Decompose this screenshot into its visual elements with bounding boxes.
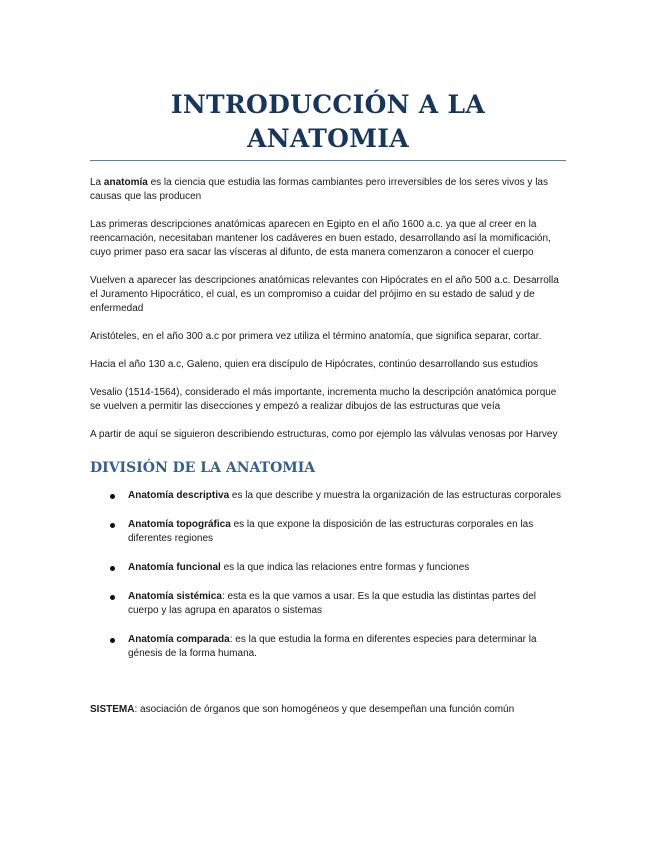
paragraph-aristotle: Aristóteles, en el año 300 a.c por primera vez utiliza el término anatomía, que significa separar, cortar. (90, 331, 542, 342)
paragraph-egypt: Las primeras descripciones anatómicas aparecen en Egipto en el año 1600 a.c. ya que al creer en la reencarnación, necesitaban mantener los cadáveres en buen estado, desarrollando así la momificación, cuyo primer paso era sacar las vísceras al difunto, de esta manera comenzaron a conocer el cuerpo (90, 219, 551, 258)
paragraph-text: es la ciencia que estudia las formas cambiantes pero irreversibles de los seres vivos y las causas que las producen (90, 177, 548, 202)
paragraph-sistema (90, 703, 566, 717)
list-item-term: Anatomía funcional (128, 562, 221, 573)
list-item-text: es la que expone la disposición de las estructuras corporales en las diferentes regiones (128, 519, 534, 544)
list-item-text: : esta es la que vamos a usar. Es la que estudia las distintas partes del cuerpo y las agrupa en aparatos o sistemas (128, 591, 537, 616)
list-item (90, 633, 566, 661)
bullet-icon (110, 638, 115, 643)
list-item-text: : es la que estudia la forma en diferentes especies para determinar la génesis de la forma humana. (128, 634, 537, 659)
list-item (90, 489, 566, 503)
paragraph-anatomy-definition (90, 176, 566, 204)
list-item (90, 561, 566, 575)
list-item-term: Anatomía topográfica (128, 519, 231, 530)
division-list (90, 489, 566, 661)
document-page (90, 88, 566, 717)
list-item-term: Anatomía descriptiva (128, 490, 230, 501)
paragraph-galen: Hacia el año 130 a.c, Galeno, quien era discípulo de Hipócrates, continúo desarrollando sus estudios (90, 359, 539, 370)
list-item (90, 518, 566, 546)
list-item-text: es la que describe y muestra la organización de las estructuras corporales (229, 490, 561, 501)
bullet-icon (110, 566, 115, 571)
list-item-term: Anatomía comparada (128, 634, 230, 645)
paragraph-text: : asociación de órganos que son homogéneos y que desempeñan una función común (134, 704, 515, 715)
section-heading-division: DIVISIÓN DE LA ANATOMIA (90, 460, 316, 476)
term-sistema: SISTEMA (90, 704, 135, 715)
page-title: INTRODUCCIÓN A LA ANATOMIA (90, 88, 566, 161)
paragraph-hippocrates: Vuelven a aparecer las descripciones anatómicas relevantes con Hipócrates en el año 500 a.c. Desarrolla el Juramento Hipocrático, el cual, es un compromiso a cuidar del prójimo en su estado de salud y de enfermedad (90, 275, 559, 314)
bullet-icon (110, 523, 115, 528)
term-anatomia: anatomía (103, 177, 148, 188)
bullet-icon (110, 595, 115, 600)
bullet-icon (110, 494, 115, 499)
paragraph-prefix: La (90, 177, 104, 188)
list-item (90, 590, 566, 618)
list-item-term: Anatomía sistémica (128, 591, 222, 602)
paragraph-vesalius: Vesalio (1514-1564), considerado el más importante, incrementa mucho la descripción anatómica porque se vuelven a permitir las disecciones y empezó a realizar dibujos de las estructuras que veía (90, 387, 557, 412)
list-item-text: es la que indica las relaciones entre formas y funciones (220, 562, 470, 573)
paragraph-harvey: A partir de aquí se siguieron describiendo estructuras, como por ejemplo las válvulas venosas por Harvey (90, 429, 558, 440)
